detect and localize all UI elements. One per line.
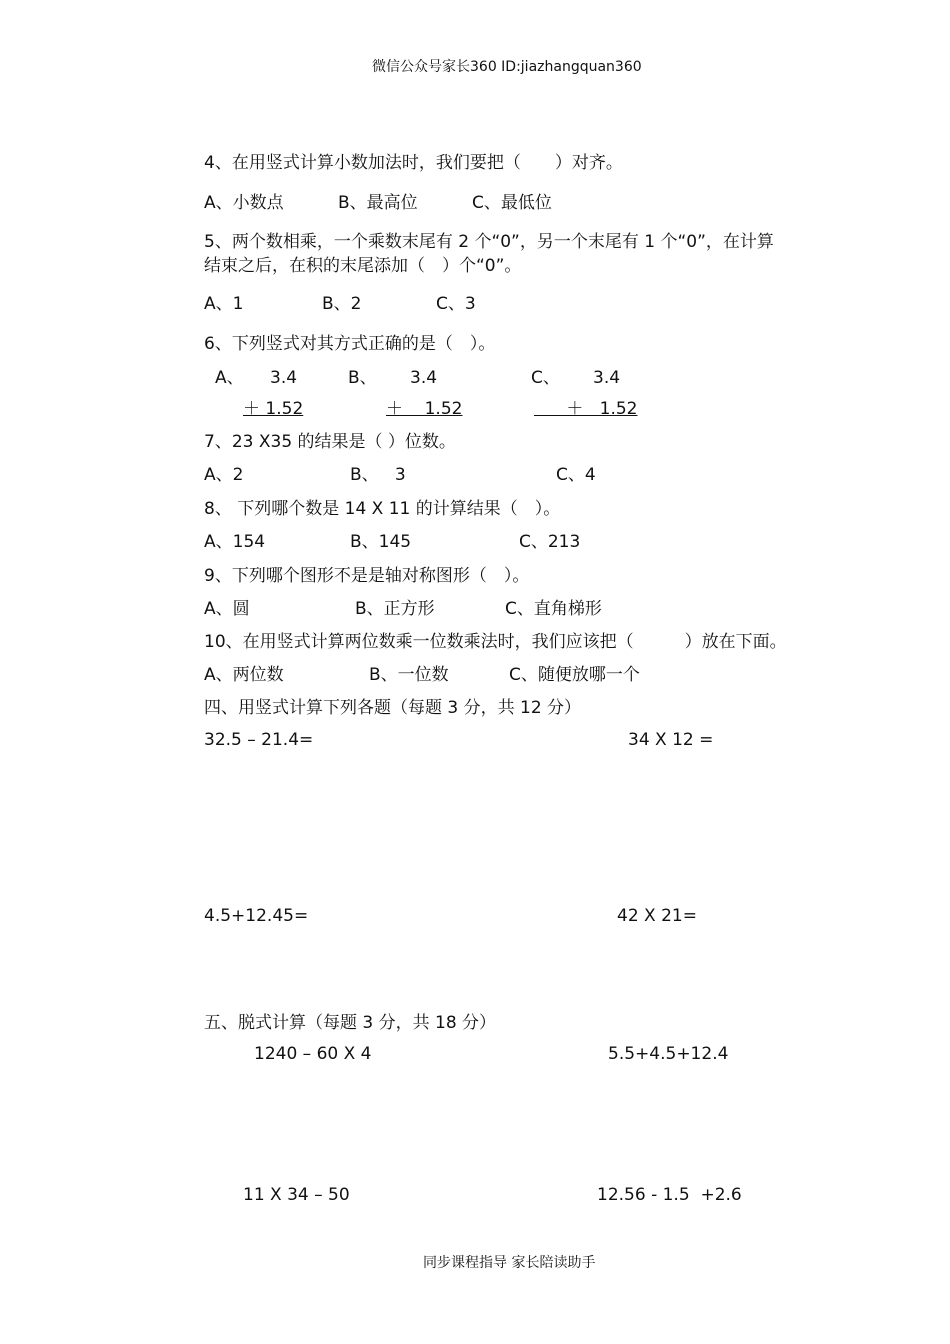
question-10: 10、在用竖式计算两位数乘一位数乘法时，我们应该把（ ）放在下面。 <box>204 632 787 652</box>
page-header: 微信公众号家长360 ID:jiazhangquan360 <box>372 59 642 75</box>
q6-option-a-label: A、 <box>215 368 244 388</box>
question-7: 7、23 X35 的结果是（ ）位数。 <box>204 432 456 452</box>
q6-option-a-top: 3.4 <box>270 368 298 388</box>
q9-option-c: C、直角梯形 <box>505 599 602 619</box>
q10-option-b: B、一位数 <box>369 665 449 685</box>
q6-option-b-bottom: ＋ 1.52 <box>386 399 463 419</box>
q5-option-a: A、1 <box>204 294 244 314</box>
question-4: 4、在用竖式计算小数加法时，我们要把（ ）对齐。 <box>204 153 623 173</box>
q6-option-a-bottom: ＋ 1.52 <box>243 399 304 419</box>
section-5-problem-2: 5.5+4.5+12.4 <box>608 1044 729 1064</box>
section-4-problem-3: 4.5+12.45= <box>204 906 309 926</box>
section-5-title: 五、脱式计算（每题 3 分，共 18 分） <box>204 1013 497 1033</box>
question-9: 9、下列哪个图形不是是轴对称图形（ ）。 <box>204 566 530 586</box>
q7-option-c: C、4 <box>556 465 596 485</box>
q7-option-a: A、2 <box>204 465 244 485</box>
section-4-title: 四、用竖式计算下列各题（每题 3 分，共 12 分） <box>204 698 582 718</box>
q7-option-b: B、 3 <box>350 465 406 485</box>
question-5-line2: 结束之后，在积的末尾添加（ ）个“0”。 <box>204 256 522 276</box>
section-5-problem-1: 1240 – 60 X 4 <box>254 1044 372 1064</box>
q8-option-b: B、145 <box>350 532 412 552</box>
q9-option-a: A、圆 <box>204 599 250 619</box>
page-footer: 同步课程指导 家长陪读助手 <box>423 1255 596 1271</box>
q4-option-b: B、最高位 <box>338 193 418 213</box>
section-4-problem-4: 42 X 21= <box>617 906 697 926</box>
q4-option-a: A、小数点 <box>204 193 284 213</box>
q8-option-a: A、154 <box>204 532 266 552</box>
q6-option-c-top: 3.4 <box>593 368 621 388</box>
section-5-problem-4: 12.56 - 1.5 +2.6 <box>597 1185 742 1205</box>
section-4-problem-2: 34 X 12 = <box>628 730 714 750</box>
question-5-line1: 5、两个数相乘，一个乘数末尾有 2 个“0”，另一个末尾有 1 个“0”，在计算 <box>204 232 774 252</box>
q6-option-b-top: 3.4 <box>410 368 438 388</box>
q8-option-c: C、213 <box>519 532 581 552</box>
q9-option-b: B、正方形 <box>355 599 435 619</box>
q6-option-c-label: C、 <box>531 368 560 388</box>
q4-option-c: C、最低位 <box>472 193 552 213</box>
q6-option-c-bottom: ＋ 1.52 <box>534 399 638 419</box>
section-4-problem-1: 32.5 – 21.4= <box>204 730 314 750</box>
q5-option-c: C、3 <box>436 294 476 314</box>
q10-option-a: A、两位数 <box>204 665 284 685</box>
question-8: 8、 下列哪个数是 14 X 11 的计算结果（ ）。 <box>204 499 561 519</box>
q10-option-c: C、随便放哪一个 <box>509 665 640 685</box>
section-5-problem-3: 11 X 34 – 50 <box>243 1185 350 1205</box>
q6-option-b-label: B、 <box>348 368 377 388</box>
q5-option-b: B、2 <box>322 294 362 314</box>
question-6: 6、下列竖式对其方式正确的是（ ）。 <box>204 334 496 354</box>
